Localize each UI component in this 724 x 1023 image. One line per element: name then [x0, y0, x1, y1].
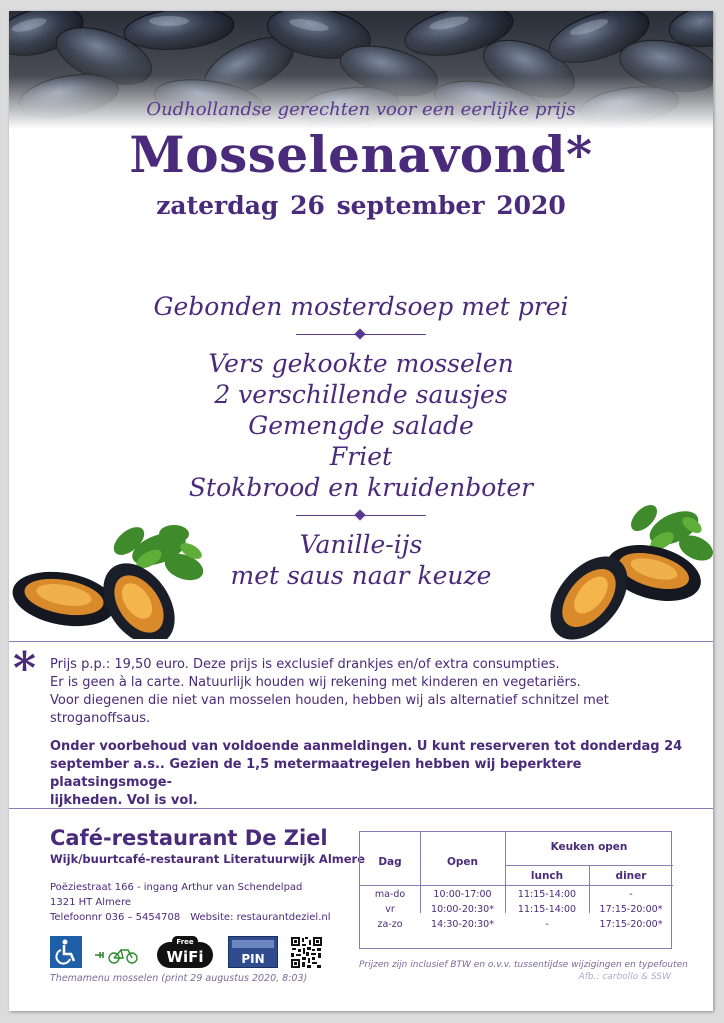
- hours-dinner: 17:15-20:00*: [599, 904, 663, 915]
- menu-main-item: Vers gekookte mosselen: [208, 349, 514, 378]
- reservation-line: Onder voorbehoud van voldoende aanmeldingen. U kunt reserveren tot donderdag 24: [50, 739, 683, 754]
- flyer-page: [9, 11, 713, 1011]
- subtitle: Oudhollandse gerechten voor een eerlijke prijs: [146, 99, 576, 120]
- menu-divider: [296, 328, 426, 340]
- wifi-label: WiFi: [166, 948, 204, 966]
- hours-dinner: -: [629, 889, 633, 900]
- website[interactable]: Website: restaurantdeziel.nl: [190, 912, 331, 923]
- pin-label: PIN: [241, 952, 265, 966]
- wifi-free-label: Free: [176, 938, 194, 946]
- menu-dessert: Vanille-ijs: [299, 530, 423, 559]
- note-line: Er is geen à la carte. Natuurlijk houden wij rekening met kinderen en vegetariërs.: [50, 675, 581, 690]
- price-disclaimer: [359, 959, 688, 983]
- contact-line: [50, 910, 360, 925]
- reservation-line: september a.s.. Gezien de 1,5 metermaatregelen hebben wij beperktere plaatsingsmoge-: [50, 757, 582, 790]
- reservation-note: [50, 738, 690, 810]
- asterisk-mark: *: [13, 643, 37, 694]
- menu-main-item: Friet: [329, 442, 393, 471]
- hours-day: ma-do: [374, 889, 406, 900]
- venue-name: Café-restaurant De Ziel: [50, 826, 328, 850]
- address-street: Poëziestraat 166 - ingang Arthur van Schendelpad: [50, 882, 303, 893]
- print-footnote: Themamenu mosselen (print 29 augustus 2020, 8:03): [50, 973, 308, 984]
- hours-col-open: Open: [446, 856, 479, 868]
- menu-dessert: met saus naar keuze: [230, 561, 492, 590]
- hours-day: za-zo: [377, 919, 403, 930]
- venue-address: [50, 880, 360, 925]
- menu-starter: Gebonden mosterdsoep met prei: [153, 292, 569, 321]
- reservation-line: lijkheden. Vol is vol.: [50, 793, 198, 808]
- section-rule: [9, 808, 713, 809]
- hours-dinner: 17:15-20:00*: [599, 919, 663, 930]
- note-line: stroganoffsaus.: [50, 711, 151, 726]
- opening-hours-table: [359, 831, 672, 949]
- bike-charging-icon: [94, 946, 142, 964]
- wifi-icon: [156, 936, 214, 970]
- hours-col-kitchen: Keuken open: [550, 841, 628, 853]
- page-title: Mosselenavond*: [129, 125, 593, 184]
- menu-main-item: Stokbrood en kruidenboter: [188, 473, 534, 502]
- note-line: Voor diegenen die niet van mosselen houden, hebben wij als alternatief schnitzel met: [50, 693, 609, 708]
- hours-open: 10:00-20:30*: [431, 904, 494, 915]
- wheelchair-icon: [50, 936, 82, 968]
- hours-col-day: Dag: [378, 856, 402, 868]
- hours-lunch: 11:15-14:00: [517, 904, 577, 915]
- hours-open: 14:30-20:30*: [431, 919, 494, 930]
- mussel-illustration-right: [534, 503, 713, 643]
- hours-col-dinner: diner: [615, 870, 647, 882]
- venue-tagline: Wijk/buurtcafé-restaurant Literatuurwijk Almere: [50, 852, 366, 866]
- hours-lunch: -: [545, 919, 549, 930]
- hours-day: vr: [385, 904, 395, 915]
- menu-divider: [296, 509, 426, 521]
- menu-main-item: 2 verschillende sausjes: [214, 380, 508, 409]
- disclaimer-text: Prijzen zijn inclusief BTW en o.v.v. tussentijdse wijzigingen en typefouten: [359, 960, 688, 970]
- mussel-illustration-left: [9, 519, 209, 639]
- hours-col-lunch: lunch: [530, 870, 564, 882]
- address-city: 1321 HT Almere: [50, 897, 131, 908]
- price-notes: [50, 656, 690, 810]
- pin-payment-icon: [228, 936, 278, 968]
- hours-lunch: 11:15-14:00: [517, 889, 577, 900]
- qr-code-icon[interactable]: [290, 936, 323, 969]
- event-date: zaterdag 26 september 2020: [156, 191, 566, 220]
- hours-open: 10:00-17:00: [433, 889, 492, 900]
- phone-number: Telefoonnr 036 – 5454708: [50, 912, 181, 923]
- section-rule: [9, 641, 713, 642]
- note-line: Prijs p.p.: 19,50 euro. Deze prijs is exclusief drankjes en/of extra consumpties.: [50, 657, 560, 672]
- venue-info: [50, 826, 366, 925]
- image-credit: Afb.: carbollo & SSW: [578, 972, 671, 982]
- menu-main-item: Gemengde salade: [248, 411, 474, 440]
